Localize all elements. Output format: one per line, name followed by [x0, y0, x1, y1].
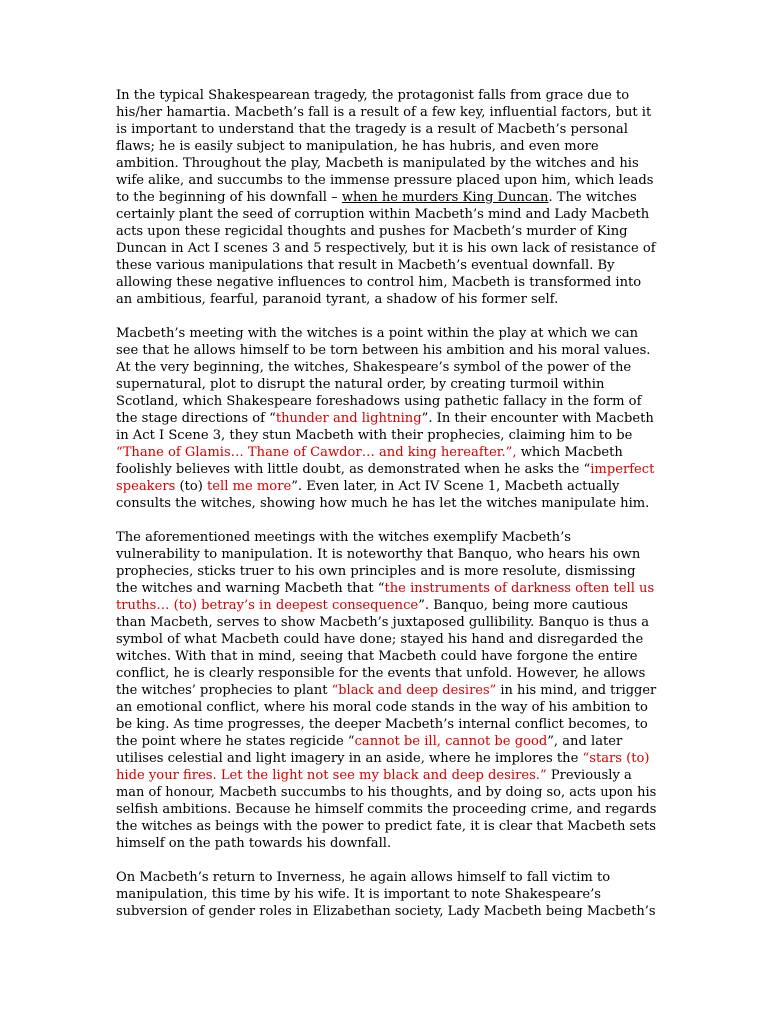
text-run: (to)	[175, 479, 208, 494]
text-line	[116, 87, 656, 104]
text-line	[116, 223, 656, 240]
text-run: be king. As time progresses, the deeper Macbeth’s internal conflict becomes, to	[116, 717, 648, 732]
text-line	[116, 393, 656, 410]
text-run: Previously a	[546, 768, 632, 783]
text-line	[116, 359, 656, 376]
paragraph-3	[116, 529, 656, 852]
text-line	[116, 461, 656, 478]
text-run: these various manipulations that result in Macbeth’s eventual downfall. By	[116, 258, 615, 273]
text-run: his/her hamartia. Macbeth’s fall is a result of a few key, influential factors, but it	[116, 105, 652, 120]
text-line	[116, 189, 656, 206]
text-line	[116, 546, 656, 563]
text-run: in his mind, and trigger	[496, 683, 657, 698]
quotation: truths… (to) betray’s in deepest consequence	[116, 598, 419, 613]
text-line	[116, 529, 656, 546]
quotation: hide your fires. Let the light not see my black and deep desires.”	[116, 768, 547, 783]
text-run: Macbeth’s meeting with the witches is a point within the play at which we can	[116, 326, 639, 341]
text-line	[116, 733, 656, 750]
text-line	[116, 631, 656, 648]
text-line	[116, 325, 656, 342]
text-run: ”. Banquo, being more cautious	[418, 598, 628, 613]
text-line	[116, 716, 656, 733]
text-run: utilises celestial and light imagery in an aside, where he implores the	[116, 751, 583, 766]
text-line	[116, 750, 656, 767]
text-line	[116, 869, 656, 886]
text-line	[116, 682, 657, 699]
text-line	[116, 597, 656, 614]
text-run: Scotland, which Shakespeare foreshadows using pathetic fallacy in the form of	[116, 394, 642, 409]
text-run: manipulation, this time by his wife. It is important to note Shakespeare’s	[116, 887, 601, 902]
text-run: ”, and later	[547, 734, 623, 749]
quotation: “Thane of Glamis… Thane of Cawdor… and king hereafter.”,	[116, 445, 517, 460]
text-line	[116, 699, 656, 716]
text-line	[116, 342, 656, 359]
text-run: see that he allows himself to be torn between his ambition and his moral values.	[116, 343, 651, 358]
text-line	[116, 257, 656, 274]
text-line	[116, 121, 656, 138]
quotation: “stars (to)	[582, 751, 650, 766]
text-run: At the very beginning, the witches, Shakespeare’s symbol of the power of the	[116, 360, 632, 375]
text-run: symbol of what Macbeth could have done; stayed his hand and disregarded the	[116, 632, 644, 647]
text-run: flaws; he is easily subject to manipulation, he has hubris, and even more	[116, 139, 599, 154]
text-run: wife alike, and succumbs to the immense pressure placed upon him, which leads	[116, 173, 654, 188]
text-line	[116, 410, 656, 427]
text-run: an emotional conflict, where his moral code stands in the way of his ambition to	[116, 700, 648, 715]
paragraph-4	[116, 869, 656, 920]
text-run: is important to understand that the tragedy is a result of Macbeth’s personal	[116, 122, 628, 137]
paragraph-1	[116, 87, 656, 308]
text-line	[116, 818, 655, 835]
quotation: tell me more	[207, 479, 292, 494]
quotation: thunder and lightning	[275, 411, 422, 426]
text-run: man of honour, Macbeth succumbs to his thoughts, and by doing so, acts upon his	[116, 785, 657, 800]
text-run: foolishly believes with little doubt, as demonstrated when he asks the “	[116, 462, 591, 477]
text-run: the witches’ prophecies to plant	[116, 683, 332, 698]
text-run: witches. With that in mind, seeing that Macbeth could have forgone the entire	[116, 649, 638, 664]
text-line	[116, 155, 656, 172]
text-line	[116, 376, 656, 393]
underlined-phrase: when he murders King Duncan	[341, 190, 549, 205]
text-run: the stage directions of “	[116, 411, 276, 426]
text-run: subversion of gender roles in Elizabethan society, Lady Macbeth being Macbeth’s	[116, 904, 656, 919]
text-run: acts upon these regicidal thoughts and pushes for Macbeth’s murder of King	[116, 224, 628, 239]
text-run: On Macbeth’s return to Inverness, he again allows himself to fall victim to	[116, 870, 611, 885]
text-line	[116, 835, 656, 852]
text-line	[116, 886, 656, 903]
text-run: ambition. Throughout the play, Macbeth is manipulated by the witches and his	[116, 156, 639, 171]
text-run: than Macbeth, serves to show Macbeth’s juxtaposed gullibility. Banquo is thus a	[116, 615, 650, 630]
text-run: the witches and warning Macbeth that “	[116, 581, 385, 596]
text-line	[116, 274, 656, 291]
text-run: vulnerability to manipulation. It is noteworthy that Banquo, who hears his own	[116, 547, 641, 562]
text-run: certainly plant the seed of corruption within Macbeth’s mind and Lady Macbeth	[116, 207, 650, 222]
text-run: allowing these negative influences to control him, Macbeth is transformed into	[116, 275, 642, 290]
text-line	[116, 767, 656, 784]
text-line	[116, 614, 656, 631]
text-line	[116, 648, 656, 665]
text-line	[116, 240, 655, 257]
text-line	[116, 104, 656, 121]
text-run: the witches as beings with the power to predict fate, it is clear that Macbeth sets	[116, 819, 656, 834]
text-line	[116, 580, 656, 597]
text-run: ”. In their encounter with Macbeth	[421, 411, 654, 426]
text-run: the point where he states regicide “	[116, 734, 355, 749]
text-line	[116, 801, 657, 818]
quotation: speakers	[116, 479, 176, 494]
text-run: selfish ambitions. Because he himself commits the proceeding crime, and regards	[116, 802, 657, 817]
text-run: to the beginning of his downfall –	[116, 190, 342, 205]
text-run: conflict, he is clearly responsible for the events that unfold. However, he allows	[116, 666, 646, 681]
quotation: “black and deep desires”	[331, 683, 497, 698]
text-run: . The witches	[548, 190, 637, 205]
text-line	[116, 563, 656, 580]
text-run: prophecies, sticks truer to his own principles and is more resolute, dismissing	[116, 564, 636, 579]
text-run: supernatural, plot to disrupt the natural order, by creating turmoil within	[116, 377, 605, 392]
text-line	[116, 495, 656, 512]
text-line	[116, 427, 656, 444]
text-run: an ambitious, fearful, paranoid tyrant, a shadow of his former self.	[116, 292, 559, 307]
text-run: ”. Even later, in Act IV Scene 1, Macbeth actually	[291, 479, 620, 494]
quotation: cannot be ill, cannot be good	[354, 734, 548, 749]
text-run: himself on the path towards his downfall.	[116, 836, 392, 851]
text-line	[116, 172, 656, 189]
text-line	[116, 206, 656, 223]
text-run: In the typical Shakespearean tragedy, the protagonist falls from grace due to	[116, 88, 630, 103]
text-line	[116, 665, 656, 682]
text-line	[116, 291, 656, 308]
paragraph-2	[116, 325, 656, 512]
text-line	[116, 138, 656, 155]
text-run: Duncan in Act I scenes 3 and 5 respectively, but it is his own lack of resistance of	[116, 241, 656, 256]
text-run: The aforementioned meetings with the witches exemplify Macbeth’s	[116, 530, 571, 545]
quotation: the instruments of darkness often tell us	[384, 581, 655, 596]
quotation: imperfect	[590, 462, 655, 477]
text-line	[116, 903, 656, 920]
essay-body	[116, 87, 656, 937]
text-line	[116, 784, 657, 801]
text-line	[116, 478, 656, 495]
text-run: consults the witches, showing how much he has let the witches manipulate him.	[116, 496, 650, 511]
text-line	[116, 444, 656, 461]
text-run: in Act I Scene 3, they stun Macbeth with their prophecies, claiming him to be	[116, 428, 633, 443]
text-run: which Macbeth	[516, 445, 623, 460]
